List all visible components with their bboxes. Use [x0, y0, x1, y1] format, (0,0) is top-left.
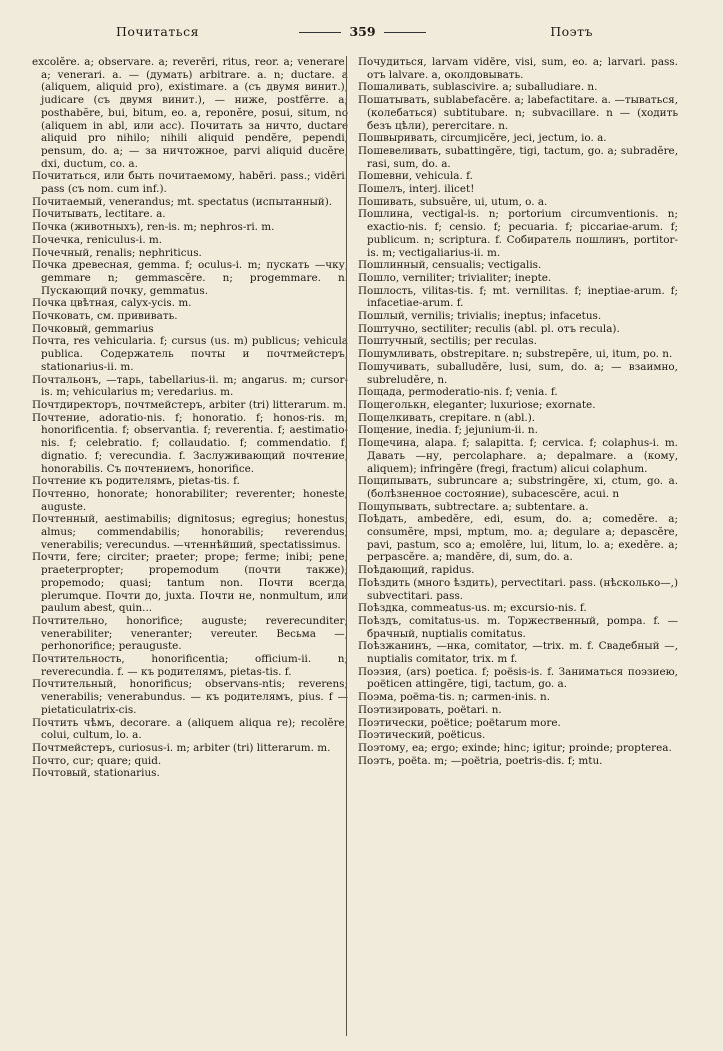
- dictionary-entry: Почтение, adoratio-nis. f; honoratio. f; honos-ris. m; honorificentia. f; observantia. f; reverentia. f; aestimatio-nis. f; celebratio. f; collaudatio. f; commendatio. f; dignatio. f; verecundia. f. Заслуживающий почтение, honorabilis. Съ почтениемъ, honorifice.: [32, 411, 348, 475]
- dictionary-entry: Почтдиректоръ, почтмейстеръ, arbiter (tri) litterarum. m.: [32, 398, 347, 411]
- dictionary-entry: Почковый, gemmarius: [32, 322, 154, 335]
- dictionary-entry: Поштучно, sectiliter; reculis (abl. pl. отъ recula).: [358, 322, 620, 335]
- dictionary-entry: Поэтизировать, poëtari. n.: [358, 703, 502, 716]
- dictionary-entry: Пошумливать, obstrepitare. n; substrepĕre, ui, itum, po. n.: [358, 348, 673, 361]
- dictionary-entry: Поэма, poëma-tis. n; carmen-inis. n.: [358, 691, 551, 704]
- dictionary-entry: Пощипывать, subruncare a; substringĕre, xi, ctum, go. a. (болѣзненное состояние), subacescĕre, acui. n: [358, 475, 678, 500]
- right-column: [358, 56, 678, 767]
- dictionary-entry: Пошаливать, sublascivire. a; suballudiare. n.: [358, 81, 598, 94]
- dictionary-entry: Поэтъ, poëta. m; —poëtria, poetris-dis. f; mtu.: [358, 754, 603, 767]
- dictionary-entry: Поѣздить (много ѣздить), pervectitari. pass. (нѣсколько—,) subvectitari. pass.: [358, 576, 678, 602]
- dictionary-entry: Пошло, verniliter; trivialiter; inepte.: [358, 271, 552, 284]
- dictionary-entry: Пошвыривать, circumjicĕre, jeci, jectum, io. a.: [358, 132, 607, 145]
- dictionary-entry: Пошевеливать, subattingĕre, tigi, tactum, go. a; subradĕre, rasi, sum, do. a.: [358, 144, 678, 170]
- dictionary-entry: Почтительный, honorificus; observans-ntis; reverens; venerabilis; venerabundus. — къ родителямъ, pius. f —pietaticulatrix-cis.: [32, 678, 348, 716]
- dictionary-entry: Пощечина, alapa. f; salapitta. f; cervica. f; colaphus-i. m. Давать —ну, percolaphare. a; depalmare. a (кому, aliquem); infringĕre (fregi, fractum) alicui colaphum.: [358, 437, 678, 475]
- dictionary-entry: Пощада, permoderatio-nis. f; venia. f.: [358, 386, 558, 399]
- dictionary-entry: Пощупывать, subtrectare. a; subtentare. a.: [358, 500, 589, 513]
- dictionary-entry: Поштучный, sectilis; per reculas.: [358, 335, 537, 348]
- dictionary-entry: excolĕre. a; observare. a; reverēri, ritus, reor. a; venerare. a; venerari. a. — (думать) arbitrare. a. n; ductare. a (aliquem, aliquid pro), existimare. a (съ двумя винит.), judicare (съ двумя винит.), — ниже, postfĕrre. a; posthabĕre, bui, bitum, eo. a, reponĕre, posui, situm, no (aliquem in abl, или acc). Почитать за ничто, ductare aliquid pro nihilo; nihili aliquid pendĕre, pependi, pensum, do. a; — за ничтожное, parvi aliquid ducĕre, dxi, ductum, co. a.: [32, 56, 348, 170]
- dictionary-entry: Почка (животныхъ), ren-is. m; nephros-ri. m.: [32, 221, 275, 234]
- dictionary-entry: Пошлина, vectigal-is. n; portorium circumventionis. n; exactio-nis. f; censio. f; pecuaria. f; piccariae-arum. f; publicum. n; scriptura. f. Собиратель пошлинъ, portitor-is. m; vectigaliarius-ii. m.: [358, 208, 678, 259]
- dictionary-entry: Почтенный, aestimabilis; dignitosus; egregius; honestus; almus; commendabilis; honorabilis; reverendus; venerabilis; verecundus. —чтеннѣйший, spectatissimus.: [32, 513, 348, 551]
- column-divider: [346, 56, 347, 1036]
- dictionary-entry: Почечный, renalis; nephriticus.: [32, 246, 202, 259]
- dictionary-entry: Почка древесная, gemma. f; oculus-i. m; пускать —чку, gemmare n; gemmascĕre. n; progemmare. n. Пускающий почку, gemmatus.: [32, 259, 348, 297]
- page-number-text: 359: [349, 24, 376, 39]
- dictionary-entry: Поѣздъ, comitatus-us. m. Торжественный, pompa. f. — брачный, nuptialis comitatus.: [358, 614, 678, 640]
- dictionary-entry: Почковать, см. прививать.: [32, 310, 178, 323]
- dictionary-entry: Пошевни, vehicula. f.: [358, 170, 473, 183]
- dictionary-entry: Поѣдать, ambedĕre, edi, esum, do. a; comedĕre. a; consumĕre, mpsi, mptum, mo. a; degulare a; depascĕre, pavi, pastum, sco a; emolĕre, lui, litum, lo. a; exedĕre. a; perpascĕre. a; mandĕre, di, sum, do. a.: [358, 513, 678, 564]
- dictionary-entry: Почтительно, honorifice; auguste; reverecunditer; venerabiliter; veneranter; vereuter. Весьма —, perhonorifice; perauguste.: [32, 614, 348, 653]
- dictionary-entry: Пошучивать, suballudĕre, lusi, sum, do. a; — взаимно, subreludĕre, n.: [358, 360, 678, 386]
- header-right-word: Поэтъ: [550, 24, 593, 39]
- dictionary-entry: Почтенно, honorate; honorabiliter; reverenter; honeste; auguste.: [32, 487, 348, 513]
- dictionary-entry: Почто, cur; quare; quid.: [32, 754, 162, 767]
- header-left-word: Почитаться: [116, 24, 199, 39]
- dictionary-entry: Почитывать, lectitare. a.: [32, 208, 166, 221]
- dictionary-entry: Поѣздка, commeatus-us. m; excursio-nis. f.: [358, 602, 587, 615]
- dictionary-entry: Почтение къ родителямъ, pietas-tis. f.: [32, 475, 240, 488]
- dictionary-entry: Пощелкивать, crepitare. n (abl.).: [358, 411, 536, 424]
- left-column: [32, 56, 348, 780]
- dictionary-entry: Почитаться, или быть почитаемому, habēri. pass.; vidēri. pass (съ nom. cum inf.).: [32, 170, 348, 196]
- dictionary-entry: Поѣзжанинъ, —нка, comitator, —trix. m. f. Свадебный —, nuptialis comitator, trix. m f.: [358, 640, 678, 666]
- dictionary-entry: Почтмейстеръ, curiosus-i. m; arbiter (tri) litterarum. m.: [32, 741, 331, 754]
- dictionary-entry: Пошлость, vilitas-tis. f; mt. vernilitas. f; ineptiae-arum. f; infacetiae-arum. f.: [358, 284, 678, 310]
- dictionary-entry: Почтальонъ, —тарь, tabellarius-ii. m; angarus. m; cursor-is. m; vehicularius m; veredarius. m.: [32, 373, 348, 399]
- dictionary-entry: Пошлый, vernilis; trivialis; ineptus; infacetus.: [358, 310, 602, 323]
- dictionary-entry: Поэтически, poëtice; poëtarum more.: [358, 716, 561, 729]
- page-number: [32, 24, 693, 39]
- dictionary-entry: Почта, res vehicularia. f; cursus (us. m) publicus; vehicula publica. Содержатель почты и почтмейстеръ, stationarius-ii. m.: [32, 335, 348, 373]
- dictionary-entry: Поэтому, ea; ergo; exinde; hinc; igitur; proinde; propterea.: [358, 741, 672, 754]
- dictionary-entry: Почка цвѣтная, calyx-ycis. m.: [32, 297, 192, 310]
- dictionary-entry: Почтить чѣмъ, decorare. a (aliquem aliqua re); recolĕre, colui, cultum, lo. a.: [32, 716, 348, 742]
- dictionary-entry: Поэзия, (ars) poetica. f; poësis-is. f. Заниматься поэзиею, poëticen attingĕre, tigi, tactum, go. a.: [358, 665, 678, 691]
- dictionary-entry: Пощеголькн, eleganter; luxuriose; exornate.: [358, 398, 596, 411]
- dictionary-entry: Поэтический, poëticus.: [358, 729, 486, 742]
- dictionary-entry: Почудиться, larvam vidēre, visi, sum, eo. a; larvari. pass. отъ lalvare. a, околдовывать.: [358, 56, 678, 81]
- dictionary-entry: Пошелъ, interj. ilicet!: [358, 183, 475, 196]
- dictionary-entry: Почтовый, stationarius.: [32, 767, 160, 780]
- dictionary-entry: Почти, fere; circiter; praeter; prope; ferme; inibi; pene; praeterpropter; propemodum (почти также); propemodo; quasi; tantum non. Почти всегда, plerumque. Почти до, juxta. Почти не, nonmultum, или paulum abest, quin...: [32, 551, 348, 615]
- dictionary-entry: Почитаемый, venerandus; mt. spectatus (испытанный).: [32, 195, 333, 208]
- dictionary-entry: Почтительность, honorificentia; officium-ii. n; reverecundia. f. — къ родителямъ, pietas-tis. f.: [32, 653, 348, 678]
- page-header: [32, 24, 693, 44]
- dictionary-entry: Пошлинный, censualis; vectigalis.: [358, 259, 542, 272]
- dictionary-entry: Почечка, reniculus-i. m.: [32, 233, 163, 246]
- dictionary-entry: Поѣдающий, rapidus.: [358, 564, 475, 577]
- dictionary-entry: Пошивать, subsuĕre, ui, utum, o. a.: [358, 195, 548, 208]
- dictionary-entry: Пощение, inedia. f; jejunium-ii. n.: [358, 424, 538, 437]
- dictionary-entry: Пошатывать, sublabefacĕre. a; labefactitare. a. —тываться, (колебаться) subtitubare. n; subvacillare. n — (ходить безъ цѣли), perercitare. n.: [358, 94, 678, 132]
